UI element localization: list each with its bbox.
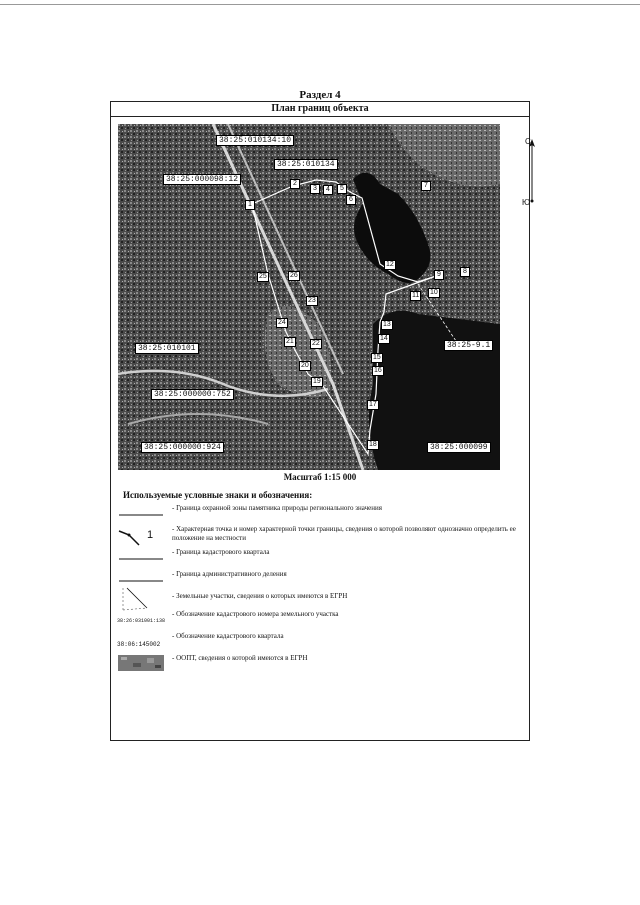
land-plot-icon: [117, 586, 165, 612]
legend-symbol-label: 1: [147, 529, 154, 541]
legend-symbol-label: 38:06:145002: [117, 641, 161, 648]
legend-item: [117, 504, 527, 518]
point-label: 7: [421, 181, 431, 191]
compass-arrow-icon: [528, 139, 536, 203]
legend-item: [117, 570, 527, 584]
plan-title: План границ объекта: [111, 102, 529, 117]
point-label: 24: [278, 319, 286, 326]
cadastral-label: 38:25:010134:10: [216, 135, 294, 146]
cadastral-label: 38:25:000000:752: [151, 389, 234, 400]
compass-north-label: С: [525, 137, 531, 146]
point-label: 4: [323, 185, 333, 195]
point-label: 18: [369, 441, 377, 448]
cadastral-label: 38:25:010134: [274, 159, 338, 170]
legend-text: - Характерная точка и номер характерной точки границы, сведения о которой позволяют однозначно определить ее положение на местности: [172, 525, 516, 542]
point-label: 22: [312, 340, 320, 347]
legend-item: [117, 654, 527, 672]
oopt-area-icon: [117, 654, 165, 672]
point-label: 17: [369, 401, 377, 408]
point-label: 1: [245, 200, 255, 210]
legend-text: - Обозначение кадастрового квартала: [172, 632, 284, 640]
legend-heading: Используемые условные знаки и обозначения:: [123, 490, 313, 500]
legend-item: [117, 525, 527, 549]
point-label: 26: [290, 272, 298, 279]
cadastral-label: 38:25:000098:12: [163, 174, 241, 185]
point-label: 16: [374, 367, 382, 374]
legend-text: - Обозначение кадастрового номера земельного участка: [172, 610, 339, 618]
cadastral-label: 38:25:010101: [135, 343, 199, 354]
point-label: 6: [346, 195, 356, 205]
compass-south-label: Ю: [522, 198, 531, 207]
map-scale: Масштаб 1:15 000: [283, 472, 357, 482]
legend-item: [117, 632, 527, 648]
legend-text: - Граница административного деления: [172, 570, 287, 578]
legend-item: [117, 610, 527, 626]
point-label: 12: [386, 261, 394, 268]
legend-symbol-label: 38:26:031001:138: [117, 618, 166, 624]
point-label: 20: [301, 362, 309, 369]
legend-text: - Земельные участки, сведения о которых имеются в ЕГРН: [172, 592, 348, 600]
legend-item: [117, 548, 527, 562]
legend-text: - Граница кадастрового квартала: [172, 548, 270, 556]
characteristic-point-icon: [117, 525, 165, 547]
point-label: 19: [313, 378, 321, 385]
point-label: 21: [286, 338, 294, 345]
cadastral-label: 38:25-9.1: [444, 340, 493, 351]
point-label: 11: [412, 292, 420, 299]
point-label: 10: [430, 289, 438, 296]
point-label: 14: [380, 335, 388, 342]
point-label: 8: [460, 267, 470, 277]
legend-text: - ООПТ, сведения о которой имеются в ЕГРН: [172, 654, 308, 662]
point-label: 25: [259, 273, 267, 280]
point-label: 9: [434, 270, 444, 280]
page-top-line: [0, 4, 640, 5]
cadastral-quarter-line-icon: [117, 548, 165, 570]
point-label: 15: [373, 354, 381, 361]
cadastral-label: 38:25:000099: [427, 442, 491, 453]
protection-zone-line-icon: [117, 504, 165, 526]
point-label: 2: [290, 179, 300, 189]
satellite-map: [118, 124, 500, 470]
legend-text: - Граница охранной зоны памятника природы регионального значения: [172, 504, 382, 512]
section-title: Раздел 4: [299, 89, 341, 101]
point-label: 13: [383, 321, 391, 328]
point-label: 5: [337, 184, 347, 194]
point-label: 3: [310, 184, 320, 194]
legend-item: [117, 586, 527, 612]
cadastral-label: 38:25:000000:924: [141, 442, 224, 453]
plan-frame: [110, 101, 530, 741]
point-label: 23: [308, 297, 316, 304]
